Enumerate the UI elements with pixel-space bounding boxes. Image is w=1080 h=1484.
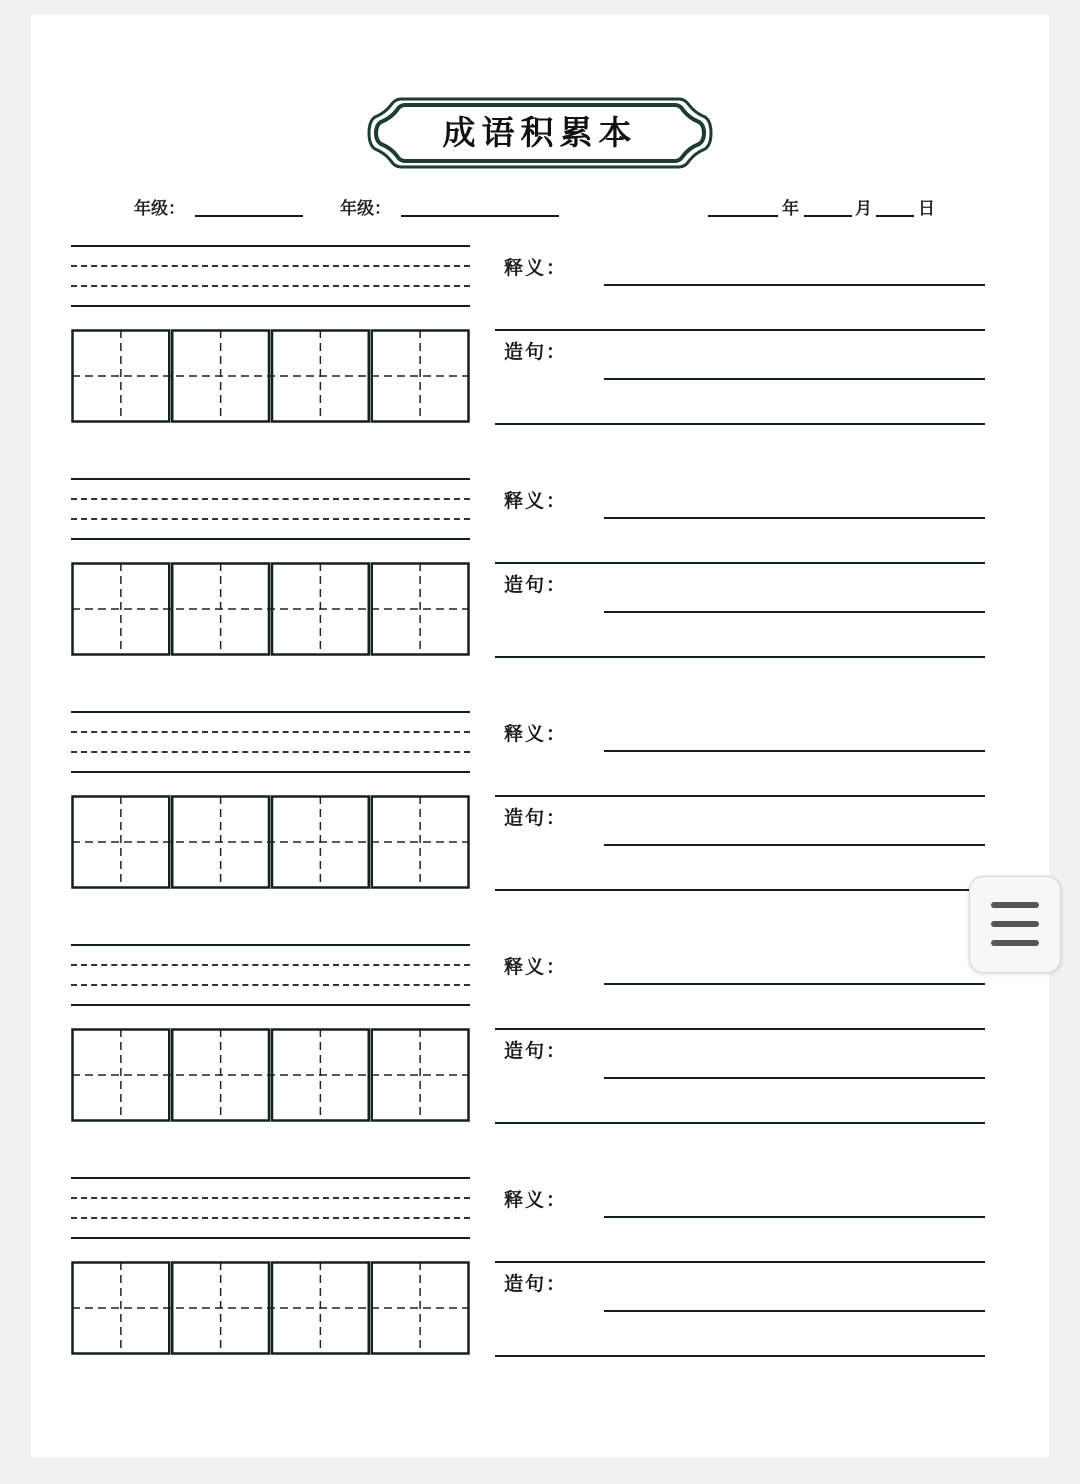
- sentence-writing-line[interactable]: [604, 1310, 985, 1312]
- sentence-writing-line[interactable]: [495, 889, 985, 891]
- day-blank[interactable]: [876, 215, 914, 217]
- sentence-writing-line[interactable]: [604, 844, 985, 846]
- section-divider-line: [495, 329, 985, 331]
- meaning-label: 释义：: [504, 257, 568, 279]
- hamburger-menu-icon: [991, 902, 1039, 908]
- pinyin-guide-dashed: [71, 984, 470, 986]
- sentence-writing-line[interactable]: [604, 611, 985, 613]
- pinyin-guide-dashed: [71, 285, 470, 287]
- grade-blank-1[interactable]: [195, 215, 303, 217]
- pinyin-line-bottom[interactable]: [71, 771, 470, 773]
- title-badge: [367, 95, 713, 171]
- pinyin-line-top[interactable]: [71, 711, 470, 713]
- character-writing-grid[interactable]: [71, 1261, 470, 1355]
- character-writing-grid[interactable]: [71, 329, 470, 423]
- sentence-label: 造句：: [504, 341, 568, 363]
- meaning-writing-line[interactable]: [604, 983, 985, 985]
- meaning-writing-line[interactable]: [604, 750, 985, 752]
- sentence-writing-line[interactable]: [604, 1077, 985, 1079]
- character-writing-grid[interactable]: [71, 562, 470, 656]
- pinyin-line-top[interactable]: [71, 245, 470, 247]
- idiom-entry: [0, 1177, 1080, 1410]
- section-divider-line: [495, 795, 985, 797]
- pinyin-guide-dashed: [71, 265, 470, 267]
- pinyin-guide-dashed: [71, 518, 470, 520]
- menu-button[interactable]: [969, 876, 1061, 973]
- pinyin-guide-dashed: [71, 731, 470, 733]
- pinyin-line-top[interactable]: [71, 944, 470, 946]
- idiom-entry: [0, 711, 1080, 944]
- sentence-writing-line[interactable]: [495, 1122, 985, 1124]
- pinyin-line-bottom[interactable]: [71, 1004, 470, 1006]
- meaning-label: 释义：: [504, 956, 568, 978]
- pinyin-line-top[interactable]: [71, 1177, 470, 1179]
- pinyin-guide-dashed: [71, 1197, 470, 1199]
- pinyin-guide-dashed: [71, 964, 470, 966]
- grade-label-1: 年级：: [134, 199, 185, 219]
- grade-blank-2[interactable]: [401, 215, 559, 217]
- section-divider-line: [495, 1028, 985, 1030]
- meaning-label: 释义：: [504, 490, 568, 512]
- pinyin-guide-dashed: [71, 498, 470, 500]
- month-label: 月: [855, 199, 872, 219]
- day-label: 日: [918, 199, 935, 219]
- page-title: 成语积累本: [442, 113, 638, 152]
- meaning-writing-line[interactable]: [604, 517, 985, 519]
- grade-label-2: 年级：: [340, 199, 391, 219]
- sentence-writing-line[interactable]: [495, 1355, 985, 1357]
- month-blank[interactable]: [804, 215, 852, 217]
- character-writing-grid[interactable]: [71, 1028, 470, 1122]
- section-divider-line: [495, 562, 985, 564]
- idiom-entry: [0, 245, 1080, 478]
- idiom-entry: [0, 944, 1080, 1177]
- meaning-writing-line[interactable]: [604, 1216, 985, 1218]
- pinyin-guide-dashed: [71, 1217, 470, 1219]
- character-writing-grid[interactable]: [71, 795, 470, 889]
- sentence-label: 造句：: [504, 807, 568, 829]
- meaning-label: 释义：: [504, 723, 568, 745]
- sentence-writing-line[interactable]: [604, 378, 985, 380]
- year-blank[interactable]: [708, 215, 778, 217]
- meaning-writing-line[interactable]: [604, 284, 985, 286]
- sentence-label: 造句：: [504, 1040, 568, 1062]
- pinyin-guide-dashed: [71, 751, 470, 753]
- sentence-writing-line[interactable]: [495, 656, 985, 658]
- pinyin-line-bottom[interactable]: [71, 538, 470, 540]
- year-label: 年: [782, 199, 799, 219]
- pinyin-line-top[interactable]: [71, 478, 470, 480]
- sentence-label: 造句：: [504, 1273, 568, 1295]
- section-divider-line: [495, 1261, 985, 1263]
- hamburger-bar-2: [991, 921, 1039, 927]
- idiom-entry: [0, 478, 1080, 711]
- pinyin-line-bottom[interactable]: [71, 1237, 470, 1239]
- sentence-label: 造句：: [504, 574, 568, 596]
- meaning-label: 释义：: [504, 1189, 568, 1211]
- sentence-writing-line[interactable]: [495, 423, 985, 425]
- hamburger-bar-3: [991, 940, 1039, 946]
- pinyin-line-bottom[interactable]: [71, 305, 470, 307]
